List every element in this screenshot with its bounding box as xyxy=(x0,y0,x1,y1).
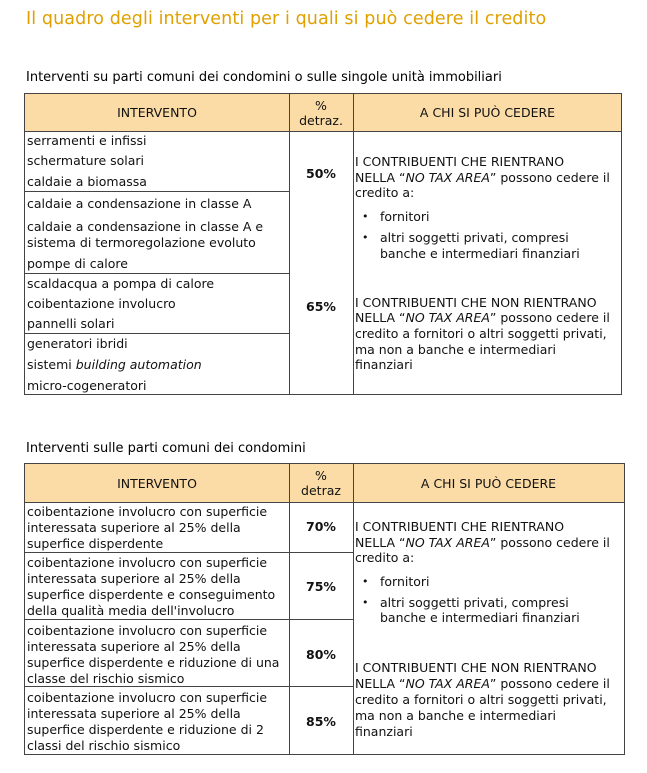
intervento-item: sistema di termoregolazione evoluto xyxy=(27,235,256,250)
intervento-item: coibentazione involucro con superficie xyxy=(27,690,268,705)
intervento-item: interessata superiore al 25% della xyxy=(27,706,241,721)
intervento-item: pompe di calore xyxy=(27,256,128,271)
cedere-bullet-fornitori: fornitori xyxy=(380,209,430,224)
bullet-icon: • xyxy=(362,210,369,223)
intervento-item: coibentazione involucro xyxy=(27,296,176,311)
detrazione-percent: 75% xyxy=(306,579,336,594)
column-divider xyxy=(353,464,354,754)
row-divider xyxy=(25,273,289,274)
row-divider xyxy=(25,619,353,620)
cedere-text-fragment: NELLA “ xyxy=(355,535,406,550)
intervento-item: caldaie a condensazione in classe A xyxy=(27,196,252,211)
section1-heading: Interventi su parti comuni dei condomini o sulle singole unità immobiliari xyxy=(26,70,502,85)
intervento-item: superfice disperdente e riduzione di una xyxy=(27,655,280,670)
no-tax-area-emphasis: NO TAX AREA xyxy=(405,535,490,550)
intervento-item: interessata superiore al 25% della xyxy=(27,571,241,586)
intervento-item: caldaie a condensazione in classe A e xyxy=(27,219,264,234)
no-tax-area-emphasis: NO TAX AREA xyxy=(405,676,490,691)
header-detrazione xyxy=(289,94,353,131)
detrazione-percent: 65% xyxy=(306,299,336,314)
header-detrazione-symbol: % xyxy=(315,468,327,483)
cedere-text-fragment: ” possono cedere il xyxy=(489,170,610,185)
bullet-icon: • xyxy=(362,596,369,609)
detrazione-percent: 80% xyxy=(306,647,336,662)
cedere-text-fragment: NELLA “ xyxy=(355,310,406,325)
cedere-bullet-altri-line1: altri soggetti privati, compresi xyxy=(380,230,569,245)
header-cedere: A CHI SI PUÒ CEDERE xyxy=(420,475,557,491)
intervento-item: superfice disperdente xyxy=(27,536,164,551)
cedere-text-c-line1: I CONTRIBUENTI CHE NON RIENTRANO xyxy=(355,295,597,310)
intervento-item-emphasis: building automation xyxy=(75,357,202,372)
intervento-item: caldaie a biomassa xyxy=(27,174,147,189)
cedere-bullet-altri-line2: banche e intermediari finanziari xyxy=(380,246,580,261)
no-tax-area-emphasis: NO TAX AREA xyxy=(405,310,490,325)
cedere-text-c-line4: ma non a banche e intermediari xyxy=(355,708,557,723)
cedere-text-c-line2 xyxy=(355,310,610,326)
intervento-item: superfice disperdente e riduzione di 2 xyxy=(27,722,264,737)
header-detrazione-symbol: % xyxy=(315,97,327,113)
cedere-text-a-line3: credito a: xyxy=(355,185,415,200)
cedere-text-a-line1: I CONTRIBUENTI CHE RIENTRANO xyxy=(355,154,565,169)
intervento-item: schermature solari xyxy=(27,153,145,168)
cedere-text-c-line1: I CONTRIBUENTI CHE NON RIENTRANO xyxy=(355,660,597,675)
intervento-item: della qualità media dell'involucro xyxy=(27,603,235,618)
header-intervento: INTERVENTO xyxy=(117,475,197,491)
intervento-item: interessata superiore al 25% della xyxy=(27,639,241,654)
cedere-text-c-line4: ma non a banche e intermediari xyxy=(355,342,557,357)
cedere-text-c-line5: finanziari xyxy=(355,724,413,739)
bullet-icon: • xyxy=(362,575,369,588)
intervento-item: coibentazione involucro con superficie xyxy=(27,555,268,570)
table-interventi-unita xyxy=(24,93,622,395)
cedere-text-c-line5: finanziari xyxy=(355,357,413,372)
cedere-text-a-line3: credito a: xyxy=(355,550,415,565)
row-divider xyxy=(25,191,289,192)
cedere-bullet-altri-line2: banche e intermediari finanziari xyxy=(380,610,580,625)
header-detrazione-label: detraz. xyxy=(299,112,343,128)
row-divider xyxy=(25,552,353,553)
cedere-text-fragment: NELLA “ xyxy=(355,170,406,185)
intervento-item: interessata superiore al 25% della xyxy=(27,520,241,535)
cedere-text-c-line2 xyxy=(355,676,610,692)
intervento-item: classe del rischio sismico xyxy=(27,671,185,686)
intervento-item: superfice disperdente e conseguimento xyxy=(27,587,276,602)
page-title: Il quadro degli interventi per i quali si può cedere il credito xyxy=(26,9,547,29)
header-intervento: INTERVENTO xyxy=(117,105,197,120)
row-divider xyxy=(25,333,289,334)
intervento-item xyxy=(27,357,202,372)
cedere-bullet-altri-line1: altri soggetti privati, compresi xyxy=(380,595,569,610)
detrazione-percent: 50% xyxy=(306,166,336,181)
no-tax-area-emphasis: NO TAX AREA xyxy=(405,170,490,185)
header-detrazione xyxy=(289,464,353,502)
section2-heading: Interventi sulle parti comuni dei condomini xyxy=(26,441,306,456)
row-divider xyxy=(25,686,353,687)
cedere-text-c-line3: credito a fornitori o altri soggetti privati, xyxy=(355,692,607,707)
intervento-item: classi del rischio sismico xyxy=(27,738,181,753)
detrazione-percent: 85% xyxy=(306,714,336,729)
cedere-text-c-line3: credito a fornitori o altri soggetti privati, xyxy=(355,326,607,341)
header-detrazione-label: detraz xyxy=(301,483,341,498)
cedere-text-fragment: ” possono cedere il xyxy=(489,310,610,325)
intervento-item: pannelli solari xyxy=(27,316,115,331)
cedere-text-fragment: NELLA “ xyxy=(355,676,406,691)
cedere-text-a-line2 xyxy=(355,170,610,186)
intervento-item: coibentazione involucro con superficie xyxy=(27,504,268,519)
header-cedere: A CHI SI PUÒ CEDERE xyxy=(419,105,556,120)
cedere-text-fragment: ” possono cedere il xyxy=(489,535,610,550)
detrazione-percent: 70% xyxy=(306,519,336,534)
cedere-text-a-line1: I CONTRIBUENTI CHE RIENTRANO xyxy=(355,519,565,534)
bullet-icon: • xyxy=(362,231,369,244)
cedere-bullet-fornitori: fornitori xyxy=(380,574,430,589)
intervento-item: scaldacqua a pompa di calore xyxy=(27,276,215,291)
column-divider xyxy=(353,94,354,394)
intervento-item: serramenti e infissi xyxy=(27,133,147,148)
intervento-item: generatori ibridi xyxy=(27,336,128,351)
intervento-item-text: sistemi xyxy=(27,357,72,372)
column-divider xyxy=(289,94,290,394)
column-divider xyxy=(289,464,290,754)
table-interventi-condomini xyxy=(24,463,625,755)
intervento-item: micro-cogeneratori xyxy=(27,378,147,393)
cedere-text-a-line2 xyxy=(355,535,610,551)
cedere-text-fragment: ” possono cedere il xyxy=(489,676,610,691)
intervento-item: coibentazione involucro con superficie xyxy=(27,623,268,638)
